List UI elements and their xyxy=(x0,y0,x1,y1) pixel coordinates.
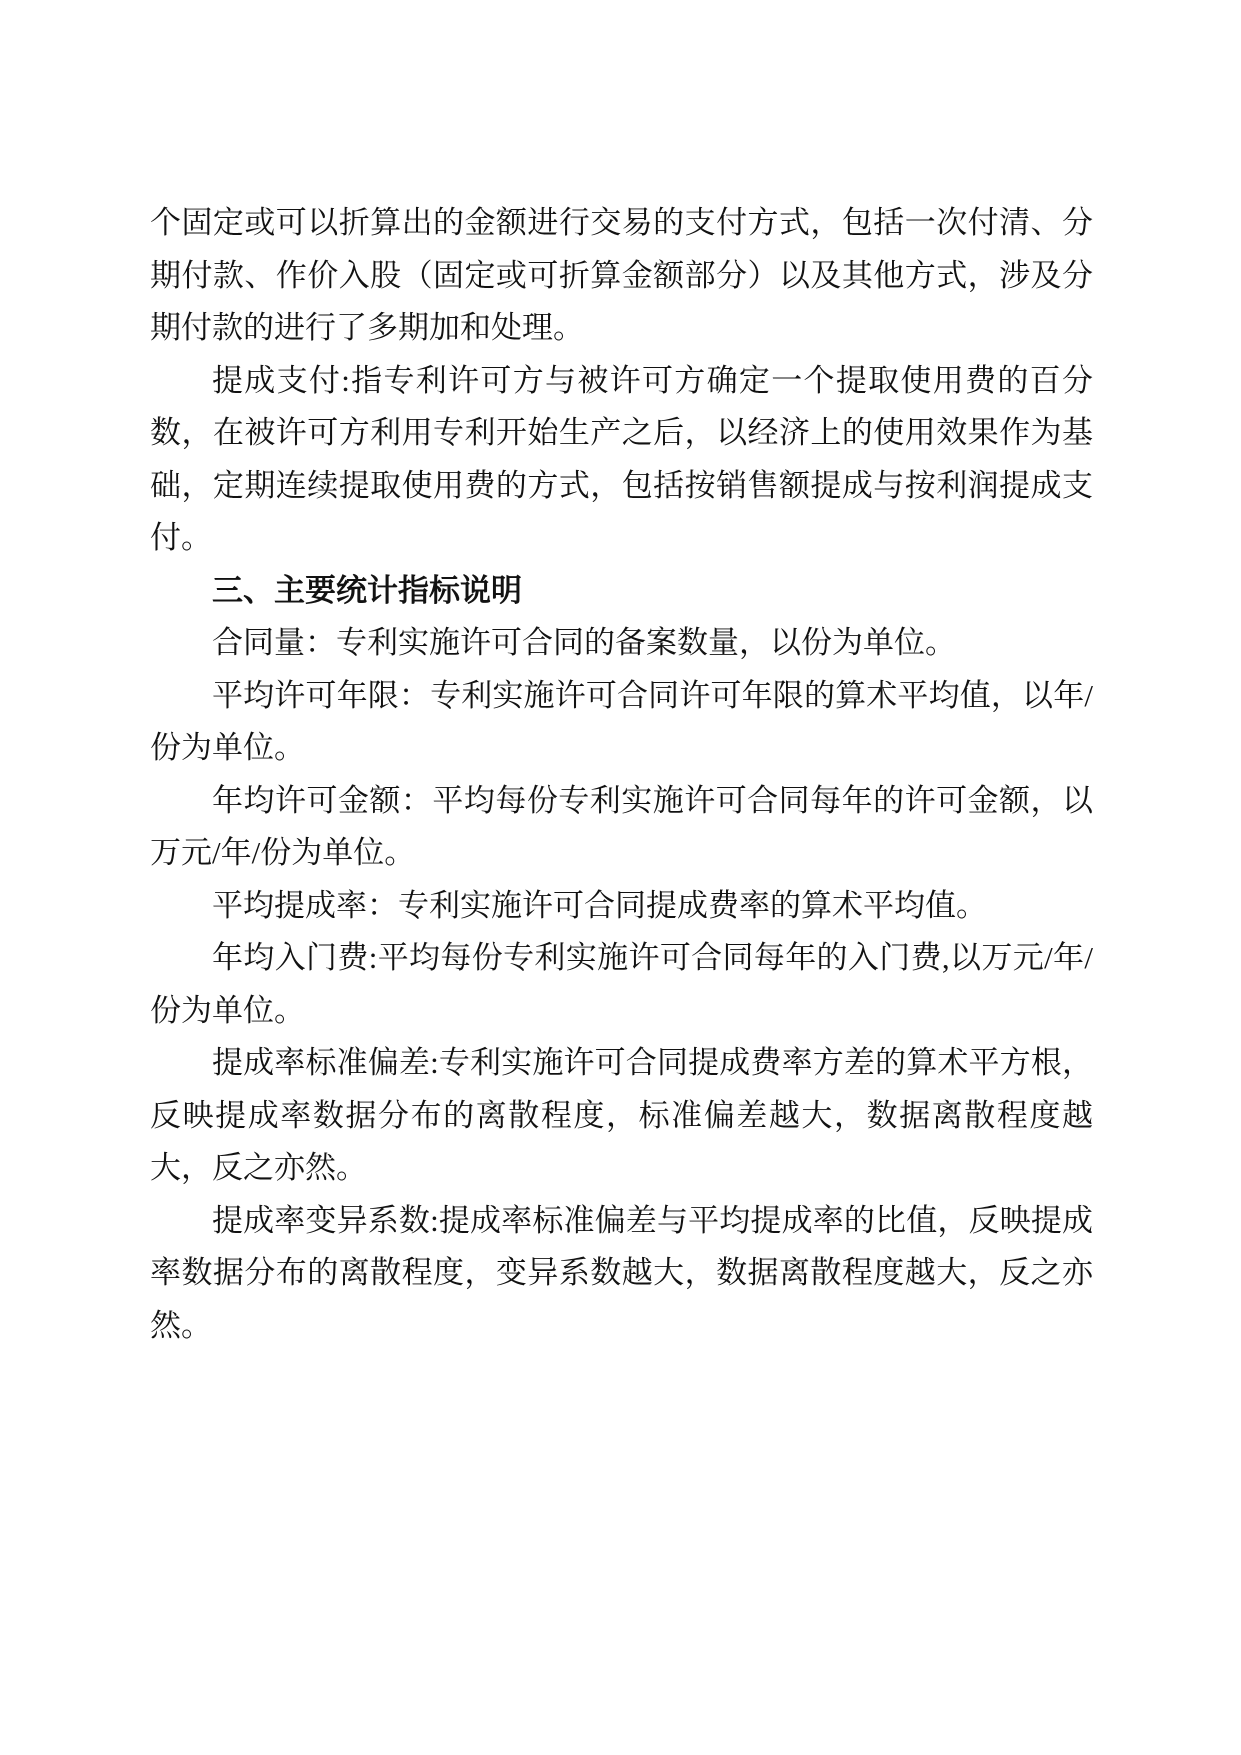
paragraph-average-license-term-definition: 平均许可年限：专利实施许可合同许可年限的算术平均值，以年/份为单位。 xyxy=(150,677,1093,765)
paragraph-royalty-rate-standard-deviation-definition: 提成率标准偏差:专利实施许可合同提成费率方差的算术平方根，反映提成率数据分布的离散程度，标准偏差越大，数据离散程度越大，反之亦然。 xyxy=(150,1045,1093,1185)
document-body xyxy=(150,197,1093,1352)
paragraph-royalty-rate-coefficient-of-variation-definition: 提成率变异系数:提成率标准偏差与平均提成率的比值，反映提成率数据分布的离散程度，变异系数越大，数据离散程度越大，反之亦然。 xyxy=(150,1202,1093,1343)
paragraph-annual-average-license-amount-definition: 年均许可金额：平均每份专利实施许可合同每年的许可金额，以万元/年/份为单位。 xyxy=(150,782,1093,870)
section-heading-main-statistical-indicators: 三、主要统计指标说明 xyxy=(212,572,522,608)
paragraph-annual-average-entry-fee-definition: 年均入门费:平均每份专利实施许可合同每年的入门费,以万元/年/份为单位。 xyxy=(150,940,1093,1028)
paragraph-payment-fixed-continuation: 个固定或可以折算出的金额进行交易的支付方式，包括一次付清、分期付款、作价入股（固定或可折算金额部分）以及其他方式，涉及分期付款的进行了多期加和处理。 xyxy=(150,205,1093,345)
paragraph-royalty-payment-definition: 提成支付:指专利许可方与被许可方确定一个提取使用费的百分数，在被许可方利用专利开始生产之后，以经济上的使用效果作为基础，定期连续提取使用费的方式，包括按销售额提成与按利润提成支付。 xyxy=(150,362,1093,555)
paragraph-average-royalty-rate-definition: 平均提成率：专利实施许可合同提成费率的算术平均值。 xyxy=(212,887,987,923)
paragraph-contract-volume-definition: 合同量：专利实施许可合同的备案数量，以份为单位。 xyxy=(212,625,956,660)
